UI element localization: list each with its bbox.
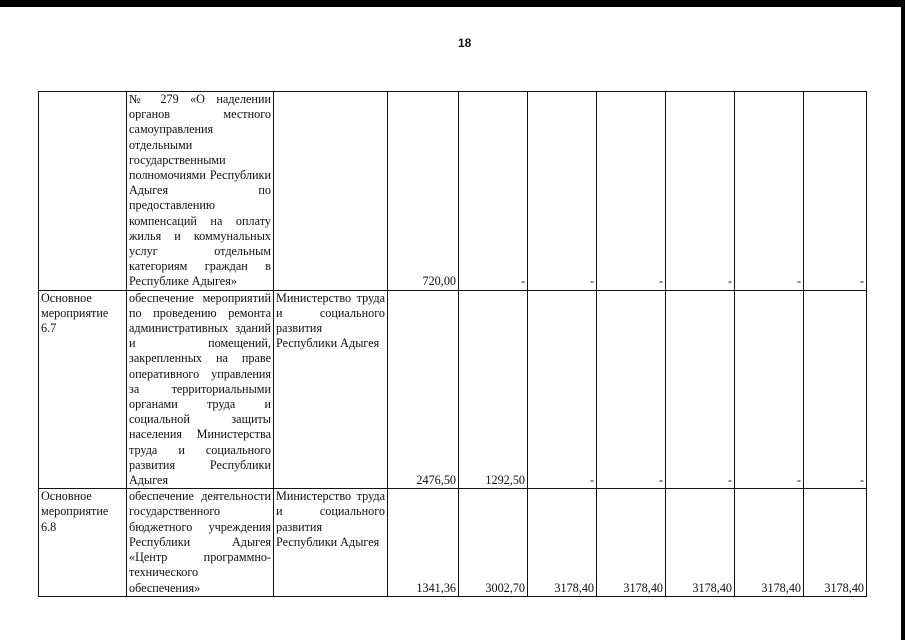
value-cell: 3178,40 — [528, 489, 597, 596]
value-cell: - — [735, 290, 804, 489]
measure-name-cell: Основное мероприятие 6.8 — [39, 489, 127, 596]
executor-cell — [274, 92, 388, 291]
value-cell: 3178,40 — [804, 489, 867, 596]
value-cell: - — [597, 92, 666, 291]
value-cell: 3178,40 — [666, 489, 735, 596]
page-number: 18 — [458, 36, 472, 50]
measure-name-cell: Основное мероприятие 6.7 — [39, 290, 127, 489]
value-cell: 1292,50 — [459, 290, 528, 489]
value-cell: 3178,40 — [597, 489, 666, 596]
table-row — [39, 92, 867, 291]
value-cell: - — [666, 92, 735, 291]
scan-top-border — [0, 0, 905, 7]
value-cell: 720,00 — [388, 92, 459, 291]
value-cell: - — [528, 290, 597, 489]
measure-description-cell: обеспечение деятельности государственного бюджетного учреждения Республики Адыгея «Центр программно-технического обеспечения» — [127, 489, 274, 596]
value-cell: - — [666, 290, 735, 489]
measure-name-cell — [39, 92, 127, 291]
table-row — [39, 290, 867, 489]
value-cell: - — [528, 92, 597, 291]
value-cell: - — [804, 290, 867, 489]
executor-cell: Министерство труда и социального развития Республики Адыгея — [274, 489, 388, 596]
value-cell: 2476,50 — [388, 290, 459, 489]
value-cell: - — [804, 92, 867, 291]
value-cell: 3002,70 — [459, 489, 528, 596]
value-cell: - — [735, 92, 804, 291]
table-row — [39, 489, 867, 596]
budget-table — [38, 91, 867, 597]
value-cell: - — [597, 290, 666, 489]
executor-cell: Министерство труда и социального развития Республики Адыгея — [274, 290, 388, 489]
value-cell: 1341,36 — [388, 489, 459, 596]
value-cell: 3178,40 — [735, 489, 804, 596]
scan-right-border — [901, 0, 905, 640]
value-cell: - — [459, 92, 528, 291]
measure-description-cell: обеспечение мероприятий по проведению ремонта административных зданий и помещений, закрепленных на праве оперативного управления за территориальными органами труда и социальной защиты населения Министерства труда и социального развития Республики Адыгея — [127, 290, 274, 489]
measure-description-cell: № 279 «О наделении органов местного самоуправления отдельными государственными полномочиями Республики Адыгея по предоставлению компенсаций на оплату жилья и коммунальных услуг отдельным категориям граждан в Республике Адыгея» — [127, 92, 274, 291]
